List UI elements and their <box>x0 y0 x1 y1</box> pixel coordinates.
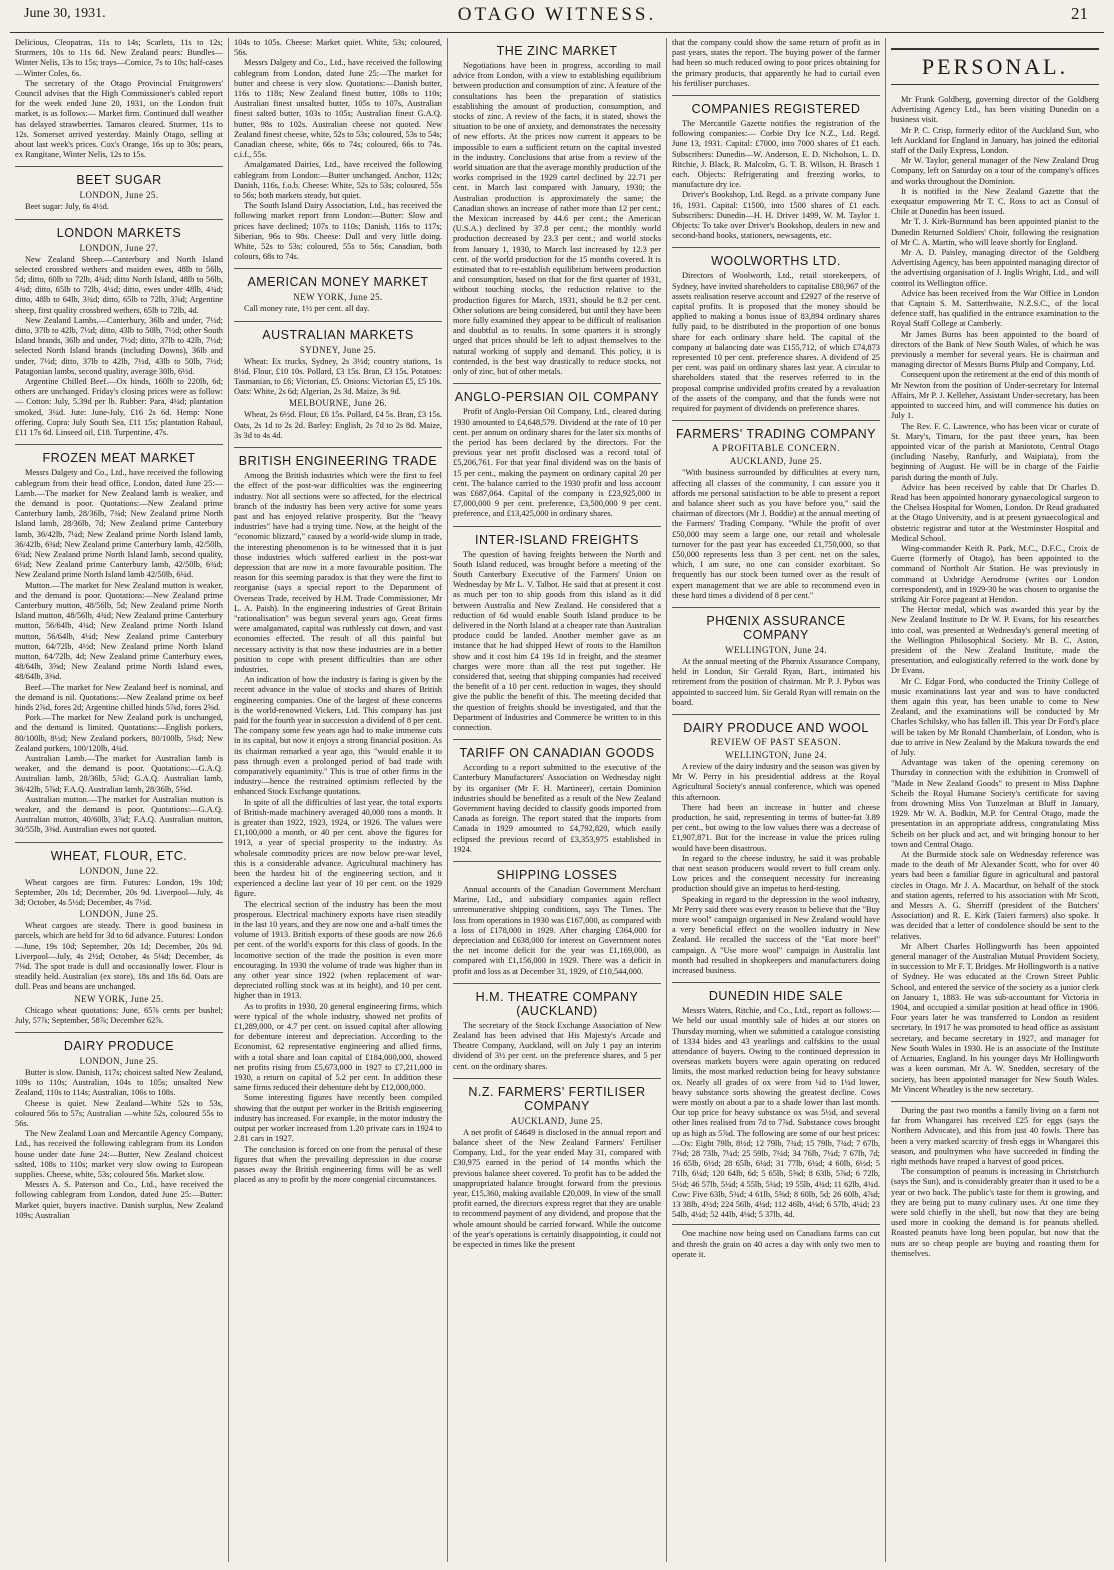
fruit-prices-continued <box>15 38 223 160</box>
article-inter-island-freights <box>453 533 661 734</box>
masthead <box>10 0 1104 33</box>
headline: DUNEDIN HIDE SALE <box>708 989 844 1004</box>
article-dairy-produce-wool <box>672 721 880 976</box>
paragraph: Wheat, 2s 6½d. Flour, £6 15s. Pollard, £4 5s. Bran, £3 15s. Oats, 2s 1d to 2s 2d. Barley: English, 2s 7d to 2s 8d. Maize, 3s 3d to 4s 4d. <box>234 410 442 440</box>
paragraph: Argentine Chilled Beef.—Ox hinds, 160lb to 220lb, 6d; others are unchanged. Friday's closing prices were as follow:— Cotton: July, 5.39d per lb. Rubber: Para, 4¼d; plantation smoked, 3¼d. Jute: June-July, £16 2s 6d. Hemp: None offering. Copra: July South Sea, £11 15s; plantation Rabaul, £11 17s 6d. Linseed oil, £18. Turpentine, 47s. <box>15 377 223 438</box>
article-beet-sugar <box>15 173 223 212</box>
paragraph: A review of the dairy industry and the season was given by Mr W. Perry in his presidential address at the Royal Agricultural Society's annual conference, which was opened this afternoon. <box>672 761 880 802</box>
paragraph: Annual accounts of the Canadian Government Merchant Marine, Ltd., and subsidiary companies again reflect unremunerative shipping conditions, says The Times. The loss from operations in 1930 was £167,000, as compared with a loss of £178,000 in 1929. After charging £364,000 for depreciation and £638,000 for interest on Government notes the net income deficit for the year was £1,169,000, as compared with £1,156,000 in 1929. There was a deficit in profit and loss as at December 31, 1929, of £10,544,000. <box>453 885 661 976</box>
article-dairy-produce <box>15 1039 223 1221</box>
paragraph: Cheese is quiet. New Zealand—White 52s to 53s, coloured 56s to 57s; Australian —white 52s, coloured 55s to 56s. <box>15 1098 223 1129</box>
paragraph: Profit of Anglo-Persian Oil Company, Ltd., cleared during 1930 amounted to £4,648,579. Dividend at the rate of 10 per cent. per annum on ordinary shares for the later six months of the period has been declared by the directors. For the previous year net profit disclosed was a record total of £5,206,761. For that year final dividend was on the basis of 15 per cent., making the payment on ordinary capital 20 per cent. The balance carried to the 1930 profit and loss account was £687,064. Capital of the company is £23,925,000 in £7,000,000 9 per cent. preference, £3,500,000 9 per cent. preference, and £13,425,000 in ordinary shares. <box>453 407 661 519</box>
paragraph: The Mercantile Gazette notifies the registration of the following companies:— Corbie Dry Ice N.Z., Ltd. Regd. June 13, 1931. Capital: £7000, into 7000 shares of £1 each. Subscribers: Dunedin—W. Anderson, E. D. Nicholson, L. D. Ritchie, J. Black, R. Malcolm, G. T. B. Wilson, H. Brasch 1 each. Objects: Refrigerating and freezing works, to manufacture dry ice. <box>672 119 880 190</box>
article-wheat-flour <box>15 849 223 1026</box>
page-number: 21 <box>1071 4 1088 23</box>
fertiliser-continued <box>672 38 880 89</box>
paragraph: that the company could show the same return of profit as in past years, states the report. The buying power of the farmer had been so much reduced owing to poor prices obtaining for the primary products, that apparently he had to curtail even his fertiliser purchases. <box>672 38 880 88</box>
paragraph: Advice has been received by cable that Dr Charles D. Read has been appointed honorary gynaecological surgeon to the Chelsea Hospital for Women, London. Dr Read graduated at the Otago University, and is at present gynaecological and obstetric registrar and tutor at the Westminster Hospital and Medical School. <box>891 482 1099 543</box>
columns <box>10 38 1104 1562</box>
subheadline: A PROFITABLE CONCERN. <box>711 444 841 455</box>
paragraph: Speaking in regard to the depression in the wool industry, Mr Perry said there was every reason to believe that the "Buy more wool" campaign organised in New Zealand would have a very beneficial effect on the woollen industry in New Zealand. He recalled the success of the "Eat more beef" campaign. A "Use more wool" campaign in Australia last month had resulted in shopkeepers and manufacturers doing increased business. <box>672 894 880 976</box>
paragraph: Messrs A. S. Paterson and Co., Ltd., have received the following cablegram from London, dated June 25:—Butter: Market quiet, buyers inactive. Danish surplus, New Zealand 109s; Australian <box>15 1180 223 1220</box>
paragraph: In spite of all the difficulties of last year, the total exports of British-made machinery averaged 40,000 tons a month. It is greater than 1922, 1923, 1924, or 1926. The values were £1,100,000 a month, or 40 per cent. above the figures for 1913, a year of special prosperity to the industry. As wholesale commodity prices are now below pre-war level, this is a considerable advance. Agricultural machinery has been the hardest hit of the engineering section, and it experienced a decline last year of 10 per cent. on the 1929 figure. <box>234 797 442 899</box>
article-anglo-persian-oil <box>453 390 661 519</box>
article-american-money-market <box>234 275 442 314</box>
dateline: LONDON, June 27. <box>79 242 159 253</box>
article-farmers-trading-company <box>672 427 880 601</box>
headline: AUSTRALIAN MARKETS <box>262 327 414 342</box>
paragraph: Chicago wheat quotations: June, 65⅞ cents per bushel; July, 57⅞; September, 58⅞; December 62⅞. <box>15 1005 223 1025</box>
paragraph: Mr C. Edgar Ford, who conducted the Trinity College of music examinations last year and was to have conducted them again this year, has been unable to come to New Zealand, and the examinations will be conducted by Mr Charles Schilsky, who has fallen ill. This year Dr Ford's place will be taken by Mr Ronald Chamberlain, of London, who is due to arrive in New Zealand by the Makura towards the end of July. <box>891 676 1099 757</box>
headline: ANGLO-PERSIAN OIL COMPANY <box>454 390 660 405</box>
dateline: LONDON, June 25. <box>79 190 159 201</box>
paragraph: According to a report submitted to the executive of the Canterbury Manufacturers' Association on Wednesday night by its organiser (Mr F. H. Martineer), certain Dominion industries should be benefited as a result of the New Zealand Government having decided to classify goods imported from Canada as foreign. The report stated that the imports from Canada in 1929 amounted to £4,792,820, which easily eclipsed the previous record of £3,353,975 established in 1924. <box>453 763 661 854</box>
headline: FARMERS' TRADING COMPANY <box>675 427 877 442</box>
article-eggs-peanuts <box>891 1106 1099 1259</box>
paragraph: There had been an increase in butter and cheese production, he said, representing in terms of butter-fat 3.89 per cent., but owing to the low values there was a decrease of £1,907,871. But for the increase in value the prices ruling would have been disastrous. <box>672 802 880 853</box>
paragraph: Mr Frank Goldberg, governing director of the Goldberg Advertising Agency Ltd., has been visiting Dunedin on a business visit. <box>891 95 1099 125</box>
paragraph: Advantage was taken of the opening ceremony on Thursday in connection with the exhibition in Cromwell of "Made in New Zealand Goods" to present to Miss Daphne Scheib the Royal Humane Society's certificate for saving from drowning Miss Von Tunzelman at Bluff in January, 1929. Mr W. A. Bodkin, M.P. for Central Otago, made the presentation in an appropriate address, congratulating Miss Scheib on her pluck and act, and wit bringing honour to her town and Central Otago. <box>891 758 1099 849</box>
paragraph: The electrical section of the industry has been the most prosperous. Electrical machinery exports have risen steadily in the last 10 years, and they are now one and a-half times the volume of 1913. British exports of these goods are now 26.6 per cent. of the world's exports for this class of goods. In the locomotive section of the trade the position is even more encouraging. In 1930 the volume of trade was higher than in any other year since 1922 (when replacement of war-depreciated rolling stock was at its height), and 10 per cent. higher than in 1913. <box>234 899 442 1001</box>
paragraph: The Rev. F. C. Lawrence, who has been vicar or curate of St. Mary's, Timaru, for the past three years, has been appointed vicar of the parish at Maniototo, Central Otago (including Naseby, Ranfurly, and Waipiata), from the beginning of August. He will be in charge of the Fairlie parish during the month of July. <box>891 421 1099 482</box>
dateline: LONDON, June 25. <box>79 1056 159 1067</box>
paragraph: Amalgamated Dairies, Ltd., have received the following cablegram from London:—Butter unchanged. Anchor, 112s; Danish, 116s, f.o.b. Cheese: White, 52s to 53s; coloured, 55s to 56s; both markets steady, but quiet. <box>234 160 442 201</box>
paragraph: Wheat cargoes are steady. There is good business in parcels, which are held for 3d to 6d advance. Futures: London —June, 19s 10d; September, 20s 1d; December, 20s 9d. Liverpool—July, 4s 2½d; October, 4s 5⅛d; December, 4s 7⅛d. The spot trade is dull and occasionally lower. Flour is steadily held. Australian (ex store), 18s and 18s 6d. Oats are dull. Peas and beans are unchanged. <box>15 921 223 992</box>
paragraph: Mutton.—The market for New Zealand mutton is weaker, and the demand is poor. Quotations:—New Zealand prime Canterbury mutton, 48/56lb, 5d; New Zealand prime North Island mutton, 48/56lb, 4¾d; New Zealand prime Canterbury mutton, 56/64lb, 4¾d; New Zealand prime North Island mutton, 56/64lb, 4¼d; New Zealand prime Canterbury mutton, 64/72lb, 4½d; New Zealand prime North Island mutton, 64/72lb, 4d; New Zealand prime Canterbury ewes, 48/64lb, 3⅝d; New Zealand prime North Island ewes, 48/64lb, 3⅜d. <box>15 580 223 682</box>
paragraph: Beet sugar: July, 6s 4½d. <box>25 202 109 212</box>
headline: INTER-ISLAND FREIGHTS <box>475 532 639 547</box>
article-phoenix-assurance <box>672 614 880 708</box>
dateline: AUCKLAND, June 25. <box>510 1115 604 1126</box>
paragraph: The secretary of the Stock Exchange Association of New Zealand has been advised that His Majesty's Arcade and Theatre Company, Auckland, will on July 1 pay an interim dividend of 3½ per cent. on the preference shares, and 5 per cent. on the ordinary shares. <box>453 1020 661 1071</box>
dateline: NEW YORK, June 25. <box>293 292 383 303</box>
paragraph: Messrs Waters, Ritchie, and Co., Ltd., report as follows:—We held our usual monthly sale of hides at our stores on Thursday morning, when we submitted a catalogue consisting of 1334 hides and 43 yearlings and calfskins to the usual attendance of buyers. Owing to the continued depression in overseas markets buyers were again operating on reduced limits, the most marked reduction being for heavy substance ox. Nearly all grades of ox were from ¼d to 1¼d lower, heavy substance sorts showing the greatest decline. Cows were mostly on about a par to a shade lower than last month. Our top price for heavy substance ox was 5½d, and several other lines realised from 7d to 7⅞d. Substance cows brought up as high as 5⅞d. The following are some of our best prices:—Ox: Eight 79lb, 8½d; 12 79lb, 7¾d; 15 79lb, 7¾d; 7 67lb, 7⅝d; 28 73lb, 7¼d; 25 59lb, 7¼d; 34 76lb, 7¼d; 7 67lb, 7d; 16 65lb, 6½d; 28 65lb, 6¼d; 31 77lb, 6¼d; 4 60lb, 6½d; 5 71lb, 6¼d; 120 64lb, 6d; 5 65lb, 5⅝d; 8 63lb, 5⅞d; 6 72lb, 5½d; 46 57lb, 5¼d; 4 55lb, 5¼d; 19 55lb, 4¾d; 11 62lb, 4¾d. Cow: Five 63lb, 5¾d; 4 61lb, 5⅝d; 8 60lb, 5d; 26 60lb, 4⅞d; 13 38lb, 4½d; 224 56lb, 4¼d; 112 46lb, 4⅛d; 6 57lb, 4¼d; 23 54lb, 4¼d; 52 44lb, 4⅛d; 5 37lb, 4d. <box>672 1006 880 1220</box>
article-zinc-market <box>453 44 661 377</box>
paragraph: Wheat cargoes are firm. Futures: London, 19s 10d; September, 20s 1d; December, 20s 9d. Liverpool—July, 4s 3d; October, 4s 5½d; December, 4s 7½d. <box>15 877 223 908</box>
headline: AMERICAN MONEY MARKET <box>247 275 429 290</box>
paragraph: Mr James Burns has been appointed to the board of directors of the Bank of New South Wales, of which he was previously a member for several years. He is chairman and managing director of Messrs Burns Philp and Company, Ltd. <box>891 329 1099 370</box>
paragraph: Negotiations have been in progress, according to mail advice from London, with a view to establishing equilibrium between production and consumption of zinc. A feature of the consultations has been the preparation of statistics establishing the amount of production, consumption, and stocks of zinc. A review of the facts, it is stated, shows the situation to be one of anxiety, and demonstrates the necessity of new efforts. At the prices now current it appears to be impossible to earn a sufficient return on the capital invested in the industry. Conclusions that arise from a review of the world situation are that the average monthly production of the works comprised in the 1929 cartel declined by 22.71 per cent. in March last compared with January, 1930; the Australian production is approximately the same; the Canadian shows an increase of rather more than 12 per cent.; the Mexican increased by 44.6 per cent.; the American (U.S.A.) declined by 37.8 per cent.; the monthly world production decreased by 23.3 per cent.; and world stocks from January 1, 1930, to March last increased by 12.3 per cent. of the world production for the 15 months covered. It is estimated that to re-establish equilibrium between production and consumption, based on that for the first quarter of 1931, without touching stocks, the reduction relative to the production figures for March, 1931, should be 8.2 per cent. Other solutions are being considered, but until they have been more fully examined they appear to be difficult of realisation and doubtful as to results. In some quarters it is strongly urged that prices should be left to adjust themselves to the natural working of supply and demand. This policy, it is contended, is the best way drastically to reduce stocks, not only of zinc, but of other metals. <box>453 61 661 377</box>
paragraph: Messrs Dalgety and Co., Ltd., have received the following cablegram from their head office, London, dated June 25:— Lamb.—The market for New Zealand lamb is weaker, and the demand is poor. Quotations:—New Zealand prime Canterbury lamb, 28/36lb, 7¾d; New Zealand prime North Island lamb, 28/36lb, 7d; New Zealand prime Canterbury lamb, 36/42lb, 7¼d; New Zealand prime North Island lamb, 36/42lb, 6¾d; New Zealand prime Canterbury lamb, 42/50lb, 6¾d; New Zealand prime North Island lamb, second quality, 6¼d; New Zealand prime Canterbury lamb, 42/50lb, 6¾d; New Zealand prime North Island lamb 42/50lb, 6¼d. <box>15 468 223 580</box>
dateline: NEW YORK, June 25. <box>74 993 164 1004</box>
paragraph: Mr Albert Charles Hollingworth has been appointed general manager of the Australian Mutual Provident Society, in succession to Mr F. T. Bridges. Mr Hollingworth is a native of Sydney. He was educated at the Crown Street Public School, and entered the service of the society as a junior clerk on January 1, 1883. He was sub-accountant for Victoria in 1904, and occupied a similar position at head office in 1906. Four years later he was transferred to London as resident secretary. In 1917 he was promoted to head office as assistant secretary, and became secretary in 1927, and manager for New South Wales in 1930. He is an associate of the Institute of Actuaries, England. In his younger days Mr Hollingworth was a keen oarsman. Mr A. W. Snedden, secretary of the society, has been appointed manager for New South Wales. Mr Vincent Wheatley is the new secretary. <box>891 941 1099 1094</box>
paragraph: Mr T. J. Kirk-Burnnand has been appointed pianist to the Dunedin Returned Soldiers' Choir, following the resignation of Mr C. A. Martin, who will leave shortly for England. <box>891 217 1099 247</box>
headline: PHŒNIX ASSURANCE COMPANY <box>706 613 846 642</box>
article-companies-registered <box>672 102 880 241</box>
paragraph: Australian Lamb.—The market for Australian lamb is weaker, and the demand is poor. Quotations:—G.A.Q. Australian lamb, 28/36lb, 5⅞d; G.A.Q. Australian lamb, 36/42lb, 5⅞d; F.A.Q. Australian lamb, 28/36lb, 5⅝d. <box>15 753 223 794</box>
dateline: WELLINGTON, June 24. <box>725 749 827 760</box>
article-hm-theatre-company <box>453 990 661 1072</box>
paragraph: The New Zealand Loan and Mercantile Agency Company, Ltd., has received the following cablegram from its London house under date June 24:—Butter, New Zealand choicest salted, 108s to 110s; market very slow owing to European supplies. Cheese, white, 53s; coloured 56s. Market slow. <box>15 1129 223 1180</box>
headline: N.Z. FARMERS' FERTILISER COMPANY <box>468 1084 646 1113</box>
paragraph: It is notified in the New Zealand Gazette that the exequatur empowering Mr T. C. Ross to act as Consul of Chile at Dunedin has been issued. <box>891 186 1099 217</box>
article-australian-markets <box>234 328 442 441</box>
paragraph: The South Island Dairy Association, Ltd., has received the following market report from London:—Butter: Slow and prices have declined; 107s to 110s; Danish, 116s to 117s; Siberian, 96s to 98s. Cheese: Dull and very little doing. White, 52s to 53s; coloured, 55s to 56s; Canadian, both colours, 68s to 74s. <box>234 201 442 262</box>
paragraph: One machine now being used on Canadians farms can cut and thresh the grain on 40 acres a day with only two men to operate it. <box>672 1229 880 1259</box>
paragraph: The secretary of the Otago Provincial Fruitgrowers' Council advises that the High Commissioner's cabled report for the week ended June 20, 1931, on the London fruit market, is as follows:— Market firm. Continued dull weather has delayed strawberries. Tamaros cleared. Sturmer, 11s to 12s. Somerset arrived yesterday. Mainly Otago, selling at about last week's prices. Cox's Orange, 16s up to 30s; pears, ex Rangitane, Winter Nelis, 12s to 15s. <box>15 78 223 160</box>
dairy-produce-continued <box>234 38 442 262</box>
article-london-markets <box>15 226 223 439</box>
paragraph: Consequent upon the retirement at the end of this month of Mr Newton from the position of Under-secretary for Internal Affairs, Mr P. J. Kelleher, Assistant Under-secretary, has been appointed to succeed him, and will commence his duties on July 1. <box>891 370 1099 421</box>
paragraph: Wheat: Ex trucks, Sydney, 2s 3½d; country stations, 1s 8½d. Flour, £10 10s. Pollard, £3 15s. Bran, £3 15s. Potatoes: Tasmanian, to £6; Victorian, £5. Onions: Victorian £5, £5 10s. Oats: White, 2s 6d; Algerian, 2s 3d. Maize, 3s 9d. <box>234 356 442 397</box>
paragraph: The question of having freights between the North and South Island reduced, was brought before a meeting of the South Canterbury Executive of the Farmers' Union on Wednesday by Mr L. V. Talbot. He said that at present it cost as much per ton to ship goods from this island as it did between Australia and New Zealand. He considered that a reduction of 6d would enable South Island produce to be delivered in the North Island at a cheaper rate than Australian produce could be landed. Another member gave as an instance that he had shipped Hewt of roots to the Hamilton show and it cost him £4 19s 1d in freight, and the steamer charges were more than all the rest put together. He considered that, seeing that shipping companies had received the benefit of a 10 per cent. reduction in wages, they should give the public the benefit of this. The meeting decided that the question of freights should be investigated, and that the Department of Industries and Commerce be written to in this connection. <box>453 549 661 732</box>
dateline: MELBOURNE, June 26. <box>288 398 388 409</box>
paragraph: "With business surrounded by difficulties at every turn, affecting all classes of the community, I can assure you it affords me personal satisfaction to be able to present a report and balance sheet such as you have before you," said the chairman of directors (Mr J. Boddie) at the annual meeting of the Farmers' Trading Company. "While the profit of over £50,000 may seem a large one, our retail and wholesale turnover for the past year has exceeded £1,750,000, so that £50,000 represents less than 3 per cent. net on the sales, which, I am sure, no one can consider exorbitant. So frequently has our stock been turned over as the result of expert management that we are able to recommend even in these hard times a dividend of 8 per cent." <box>672 468 880 600</box>
issue-date: June 30, 1931. <box>24 6 106 21</box>
dateline: SYDNEY, June 25. <box>299 344 377 355</box>
headline: BRITISH ENGINEERING TRADE <box>238 454 438 469</box>
subheadline: REVIEW OF PAST SEASON. <box>710 737 842 748</box>
paragraph: Australian mutton.—The market for Australian mutton is weaker, and the demand is poor. Quotations:—G.A.Q. Australian mutton, 40/60lb, 3⅞d; F.A.Q. Australian mutton, 30/55lb, 3⅜d. Australian ewes not quoted. <box>15 794 223 835</box>
paragraph: Directors of Woolworth, Ltd., retail storekeepers, of Sydney, have invited shareholders to capitalise £80,967 of the assets realisation reserve account and £2927 of the reserve of capital profits. It is proposed that the money should be applied to making a bonus issue of 83,894 ordinary shares fully paid, to be distributed in the proportion of one bonus share for each ordinary share held. The capital of the company at balancing date was £155,712, of which £74,873 represented 10 per cent. preference shares. A dividend of 25 per cent. was paid on ordinary shares last year. A circular to shareholders stated that the reserves referred to in the proposal comprise undivided profits created by a revaluation of the assets of the company, and that the funds were not required for payment of dividends on preference shares. <box>672 271 880 414</box>
paragraph: Advice has been received from the War Office in London that Captain S. M. Satterthwaite, N.Z.S.C., of the local defence staff, has qualified in the entrance examination to the Royal Staff College at Camberly. <box>891 288 1099 329</box>
dateline: LONDON, June 25. <box>79 909 159 920</box>
paragraph: In regard to the cheese industry, he said it was probable that next season producers would revert to full cream only. Low prices and the consequent necessity for increasing production should give an impetus to herd-testing. <box>672 853 880 894</box>
column-2 <box>229 38 448 1562</box>
paragraph: The Hector medal, which was awarded this year by the New Zealand Institute to Dr W. P. Evans, for his researches into coal, was presented at Wednesday's general meeting of the Wellington Philosophical Society. Mr B. C. Aston, president of the New Zealand Institute, made the presentation, and eulogistically referred to the work done by Dr Evans. <box>891 605 1099 676</box>
article-frozen-meat-market <box>15 451 223 835</box>
article-dunedin-hide-sale <box>672 989 880 1260</box>
headline: LONDON MARKETS <box>56 225 182 240</box>
paragraph: During the past two months a family living on a farm not far from Whangarei has received £25 for eggs (says the Northern Advocate), and this from just 40 fowls. There has been a very marked scarcity of fresh eggs in Whangarei this season, and poultrymen who have succeeded in finding the right methods have reaped a harvest of good prices. <box>891 1105 1099 1166</box>
article-personal <box>891 95 1099 1095</box>
column-1 <box>10 38 229 1562</box>
paragraph: Delicious, Cleopatras, 11s to 14s; Scarlets, 11s to 12s; Sturmers, 10s to 11s 6d. New Zealand pears: Bundles—Winter Nelis, 13s to 15s; trays—Comice, 7s to 10s; half-cases—Winter Coles, 6s. <box>15 38 223 78</box>
paragraph: Mr A. D. Paisley, managing director of the Goldberg Advertising Agency, has been appointed managing director of the advertising organisation of J. Inglis Wright, Ltd., and will control its Wellington office. <box>891 248 1099 288</box>
paragraph: As to profits in 1930, 20 general engineering firms, which were typical of the whole industry, showed net profits of £1,289,000, or 4.7 per cent. on issued capital after allowing for debenture interest and depreciation. According to the Economist, 62 representative engineering and allied firms, with a total share and loan capital of £184,000,000, showed net profits rising from £5,673,000 in 1927 to £7,211,000 in 1930, a return on capital of 5.2 per cent. In addition these same firms reduced their debenture debt by £12,000,000. <box>234 1001 442 1093</box>
paragraph: Wing-commander Keith R. Park, M.C., D.F.C., Croix de Guerre (formerly of Otago), has been appointed to the command of Northolt Air Station. He was previously in command at Uxbridge Aerodrome (writes our London correspondent), and in 1929-30 he was chosen to organise the striking Air Force pageant at Hendon. <box>891 543 1099 604</box>
headline: DAIRY PRODUCE AND WOOL <box>683 720 869 735</box>
headline: DAIRY PRODUCE <box>63 1039 175 1054</box>
newspaper-title: OTAGO WITNESS. <box>457 4 657 25</box>
paragraph: 104s to 105s. Cheese: Market quiet. White, 53s; coloured, 56s. <box>234 38 442 58</box>
column-5 <box>886 38 1104 1562</box>
article-woolworths <box>672 254 880 414</box>
headline: SHIPPING LOSSES <box>496 868 618 883</box>
column-3 <box>448 38 667 1562</box>
headline: H.M. THEATRE COMPANY (AUCKLAND) <box>475 989 639 1018</box>
article-tariff-canadian-goods <box>453 746 661 855</box>
article-shipping-losses <box>453 868 661 977</box>
headline: BEET SUGAR <box>76 173 162 188</box>
paragraph: New Zealand Sheep.—Canterbury and North Island selected crossbred wethers and maiden ewes, 48lb to 56lb, 5d; ditto, 60lb to 72lb, 4¾d; ditto North Island, 48lb to 56lb, 4¾d; ditto, 65lb to 72lb, 4¼d; ditto, ewes under 48lb, 4¾d; ditto, 48lb to 64lb, 3¾d; ditto, 65lb to 72lb, 3⅞d; Argentine sheep, first quality crossbred wethers, 65lb to 72lb, 4d. <box>15 254 223 315</box>
paragraph: Some interesting figures have recently been compiled showing that the output per worker in the British engineering industry has increased. For example, in the motor industry the output per worker increased from 1.20 private cars in 1924 to 2.81 cars in 1927. <box>234 1093 442 1144</box>
paragraph: New Zealand Lambs.—Canterbury, 36lb and under, 7½d; ditto, 37lb to 42lb, 7½d; ditto, 43lb to 50lb, 7½d; other South Island brands, 36lb and under, 7½d; ditto, 37lb to 42lb, 7½d; selected North Island brands (including Downs), 36lb and under, 7½d; ditto, 37lb to 42lb, 7½d, 43lb to 50lb, 7½d; Patagonian lambs, second quality, average 30lb, 6½d. <box>15 315 223 376</box>
headline: WHEAT, FLOUR, ETC. <box>50 848 188 863</box>
paragraph: The consumption of peanuts is increasing in Christchurch (says the Sun), and is considerably greater than it used to be a year or two back. The public's taste for them is growing, and they are being put to many culinary uses. At one time they were sold chiefly in the shell, but now that they are being used more in cooking the demand is for peanuts shelled. Roasted peanuts have long been popular, but now that the nuts are so cheap people are buying and roasting them for themselves. <box>891 1167 1099 1258</box>
paragraph: Messrs Dalgety and Co., Ltd., have received the following cablegram from London, dated June 25:—The market for butter and cheese is very slow. Quotations:—Danish butter, 116s to 118s; New Zealand finest butter, 108s to 110s; Australian finest unsalted butter, 105s to 107s, Australian finest salted butter, 103s to 105s; Australian finest G.A.Q. butter, 98s to 102s. Australian cheese not quoted. New Zealand finest cheese, white, 52s to 53s; coloured, 53s to 54s; Canadian cheese, white, 66s to 74s; coloured, 66s to 74s. c.i.f., 55s. <box>234 58 442 160</box>
paragraph: Call money rate, 1½ per cent. all day. <box>244 304 370 314</box>
headline: THE ZINC MARKET <box>496 44 618 58</box>
article-british-engineering-trade <box>234 454 442 1185</box>
paragraph: The conclusion is forced on one from the perusal of these figures that when the prevailing depression in due course passes away the British engineering firms will be as well placed as any to profit by the more congenial circumstances. <box>234 1144 442 1185</box>
paragraph: At the annual meeting of the Phœnix Assurance Company, held in London, Sir Gerald Ryan, Bart., intimated his retirement from the position of chairman. Mr P. J. Pybus was appointed to succeed him. Sir Gerald Ryan will remain on the board. <box>672 656 880 707</box>
dateline: AUCKLAND, June 25. <box>729 456 823 467</box>
paragraph: A net profit of £4649 is disclosed in the annual report and balance sheet of the New Zealand Farmers' Fertiliser Company, Ltd., for the year ended May 31, compared with £30,975 earned in the period of 14 months which the previous balance sheet covered. To profit has to be added the unappropriated balance brought forward from the previous year, £15,360, making available £20,009. In view of the small profit earned, the directors express regret that they are unable to recommend payment of any dividend, and propose that the whole amount should be carried forward. While the outcome of the year's operations is certainly disappointing, it could not be expected in times like the present <box>453 1127 661 1250</box>
dateline: WELLINGTON, June 24. <box>725 644 827 655</box>
paragraph: At the Burnside stock sale on Wednesday reference was made to the death of Mr Alexander Scott, who for over 40 years had been a familiar figure in agricultural and pastoral circles in Otago. Mr J. A. Macarthur, on behalf of the stock and station agents, referred to his association with Mr Scott, and Messrs A. G. Sherriff (president of the Butchers' Association) and R. E. Kirk (Taieri farmers) also spoke. It was decided that a letter of condolence should be sent to the relatives. <box>891 850 1099 941</box>
paragraph: Mr P. C. Crisp, formerly editor of the Auckland Sun, who left Auckland for England in January, has joined the editorial staff of the Daily Express, London. <box>891 125 1099 156</box>
headline: TARIFF ON CANADIAN GOODS <box>459 746 655 761</box>
paragraph: An indication of how the industry is faring is given by the recent advance in the value of stocks and shares of British engineering companies. One of the largest of these concerns is the world-renowned Vickers, Ltd. This company has just paid for the fourth year in succession a dividend of 8 per cent. The company some few years ago had to make immense cuts in its capital, but now it enjoys a strong financial position. As its chairman remarked a year ago, this "would enable it to pass through even a prolonged period of bad trade with comparatively equanimity." This is true of other firms in the industry—hence the restrained optimism reflected by the enhanced Stock Exchange quotations. <box>234 675 442 797</box>
headline: WOOLWORTHS LTD. <box>711 254 841 269</box>
paragraph: Driver's Bookshop, Ltd. Regd. as a private company June 16, 1931. Capital: £1500, into 1500 shares of £1 each. Subscribers: Dunedin—H. H. Driver 1499, W. M. Taylor 1. Objects: To take over Driver's Bookshop, dealers in new and second-hand books, stationers, newsagents, etc. <box>672 190 880 241</box>
paragraph: Pork.—The market for New Zealand pork is unchanged, and the demand is limited. Quotations:—English porkers, 80/100lb, 8½d; New Zealand porkers, 80/100lb, 5¾d; New Zealand porkers, 100/120lb, 4¾d. <box>15 713 223 753</box>
article-nz-farmers-fertiliser <box>453 1085 661 1250</box>
section-title: PERSONAL. <box>891 48 1099 85</box>
paragraph: Among the British industries which were the first to feel the effect of the post-war difficulties was the engineering industry. Not all sections were so affected, for the electrical branch of the industry has been very active for some years past and has enjoyed relative prosperity. But the "heavy industries" have had a trying time. Now, at the height of the "economic blizzard," caused by a world-wide slump in trade, the interesting phenomenon is to be witnessed that it is just those industries which suffered earliest in the post-war depression that are now in a more favourable position. The reason for this seeming paradox is that they were the first to reorganise (says a special report to the Department of Overseas Trade, received by H.M. Trade Commissioner, Mr L. A. Paish). In the engineering industries of Great Britain "rationalisation" was begun several years ago. Great firms were amalgamated, capital was ruthlessly cut down, and vast economies effected. The result of all this painful but necessary activity is that now these industries are in a better position to cope with present difficulties than are other industries. <box>234 471 442 674</box>
dateline: LONDON, June 22. <box>79 865 159 876</box>
headline: FROZEN MEAT MARKET <box>42 451 196 466</box>
paragraph: Butter is slow. Danish, 117s; choicest salted New Zealand, 109s to 110s; Australian, 104s to 105s; unsalted New Zealand, 110s to 114s; Australian, 106s to 108s. <box>15 1068 223 1098</box>
headline: COMPANIES REGISTERED <box>691 102 861 117</box>
paragraph: Beef.—The market for New Zealand beef is nominal, and the demand is nil. Quotations:—New Zealand prime ox beef hinds 2⅞d, fores 2d; Argentine chilled hinds 5⅞d, fores 2⅝d. <box>15 682 223 712</box>
column-4 <box>667 38 886 1562</box>
paragraph: Mr W. Taylor, general manager of the New Zealand Drug Company, left on Saturday on a tour of the company's offices and works throughout the Dominion. <box>891 156 1099 186</box>
